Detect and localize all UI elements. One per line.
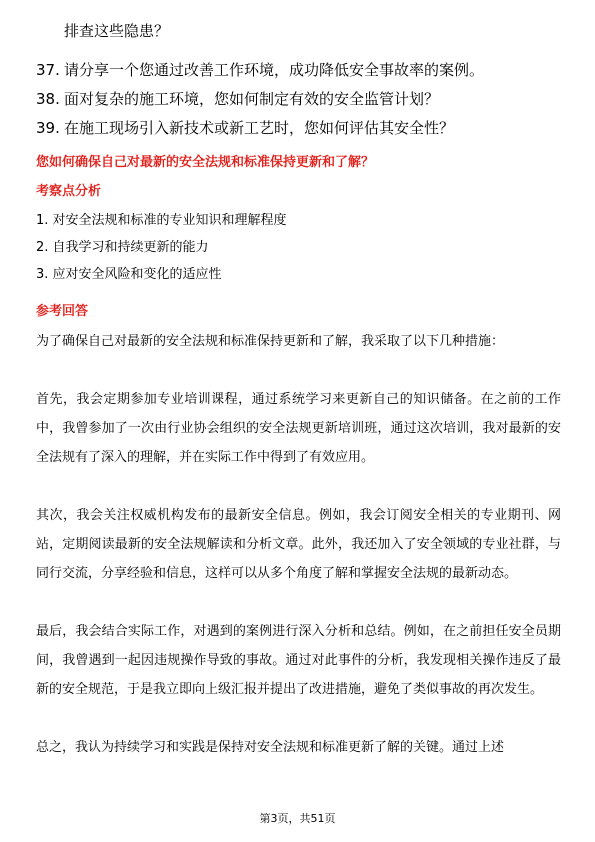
question-item (36, 85, 576, 114)
question-list (36, 56, 576, 143)
analysis-point: 3. 应对安全风险和变化的适应性 (36, 267, 222, 282)
answer-paragraph: 首先，我会定期参加专业培训课程，通过系统学习来更新自己的知识储备。在之前的工作中，我曾参加了一次由行业协会组织的安全法规更新培训班，通过这次培训，我对最新的安全法规有了深入的理解，并在实际工作中得到了有效应用。 (36, 392, 561, 465)
page-number-footer: 第3页，共51页 (259, 812, 336, 825)
answer-body (36, 327, 561, 762)
analysis-point: 1. 对安全法规和标准的专业知识和理解程度 (36, 213, 287, 228)
analysis-point: 2. 自我学习和持续更新的能力 (36, 240, 209, 255)
analysis-points (36, 207, 566, 288)
analysis-heading: 考察点分析 (36, 184, 102, 199)
question-number: 37. (36, 61, 60, 79)
section-title: 您如何确保自己对最新的安全法规和标准保持更新和了解？ (36, 155, 375, 170)
question-text: 请分享一个您通过改善工作环境，成功降低安全事故率的案例。 (64, 61, 485, 79)
answer-paragraph: 最后，我会结合实际工作，对遇到的案例进行深入分析和总结。例如，在之前担任安全员期间，我曾遇到一起因违规操作导致的事故。通过对此事件的分析，我发现相关操作违反了最新的安全规范，于是我立即向上级汇报并提出了改进措施，避免了类似事故的再次发生。 (36, 624, 561, 697)
question-text: 面对复杂的施工环境，您如何制定有效的安全监管计划？ (64, 90, 440, 108)
question-item (36, 56, 576, 85)
question-number: 38. (36, 90, 60, 108)
answer-heading: 参考回答 (36, 304, 89, 319)
answer-paragraph: 总之，我认为持续学习和实践是保持对安全法规和标准更新了解的关键。通过上述 (36, 740, 505, 755)
question-number: 39. (36, 119, 60, 137)
answer-paragraph: 其次，我会关注权威机构发布的最新安全信息。例如，我会订阅安全相关的专业期刊、网站，定期阅读最新的安全法规解读和分析文章。此外，我还加入了安全领域的专业社群，与同行交流，分享经验和信息，这样可以从多个角度了解和掌握安全法规的最新动态。 (36, 508, 561, 581)
previous-question-continuation: 排查这些隐患？ (64, 22, 170, 40)
question-item (36, 114, 576, 143)
question-text: 在施工现场引入新技术或新工艺时，您如何评估其安全性？ (64, 119, 455, 137)
answer-paragraph: 为了确保自己对最新的安全法规和标准保持更新和了解，我采取了以下几种措施： (36, 334, 505, 349)
